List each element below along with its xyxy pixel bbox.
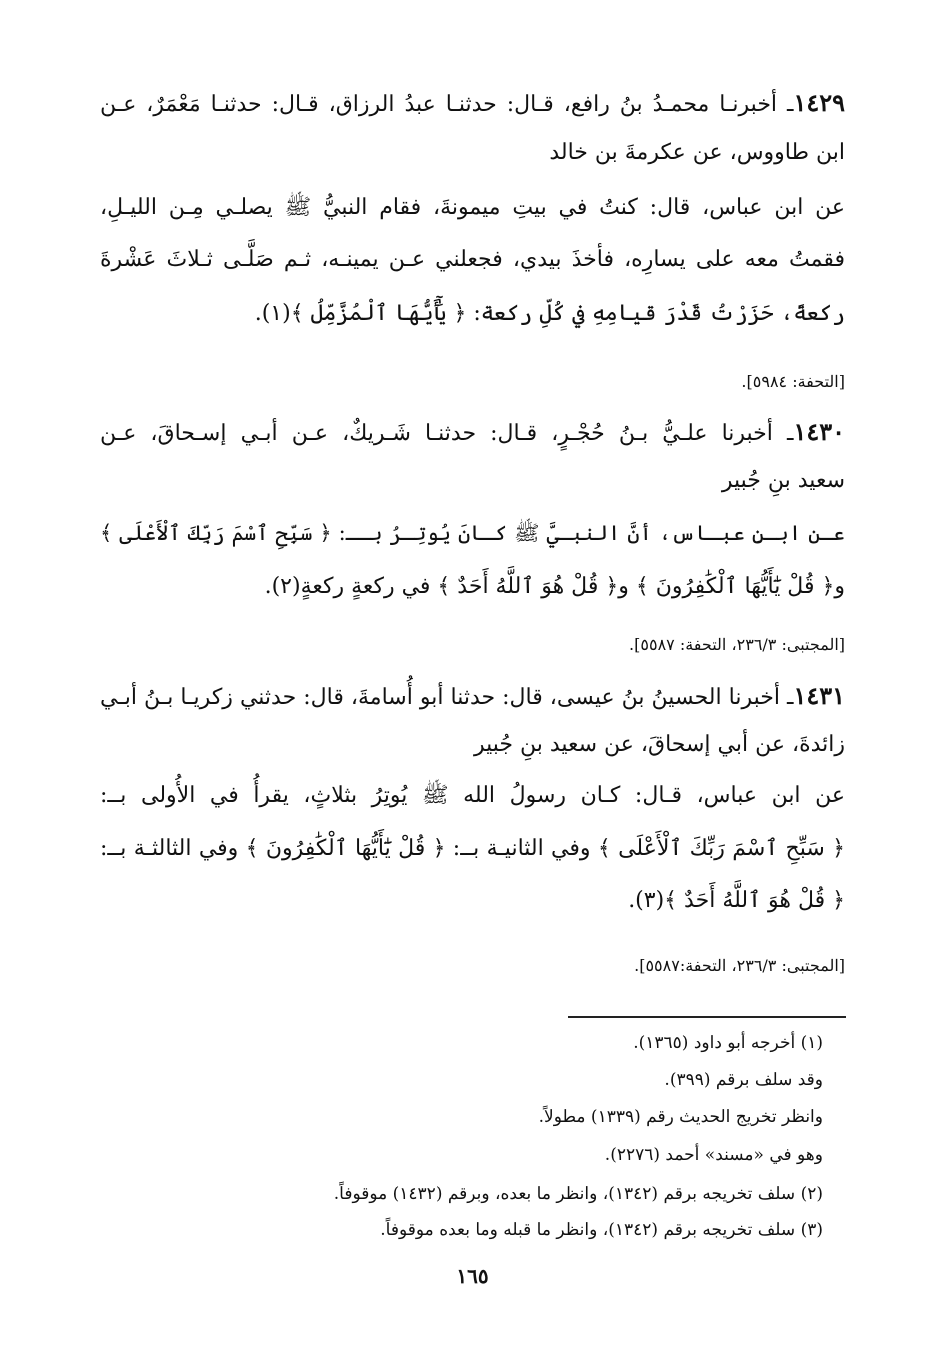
hadith-number: ١٤٣٠: [793, 417, 845, 446]
isnad-text: ـ أخبرنا علـيُّ بـنُ حُجْـرٍ، قـال: حدثنـا شَـريكٌ، عـن أبـي إسـحاقَ، عـن: [100, 421, 794, 446]
hadith-1431-matn-line-2: ﴿ سَبِّحِ ٱسْمَ رَبِّكَ ٱلْأَعْلَى ﴾ وفي الثانيـة بــ: ﴿ قُلْ يَٰٓأَيُّهَا ٱلْكَٰفِرُونَ ﴾ وفي الثالثـة بــ:: [100, 836, 845, 861]
isnad-text: ـ أخبرنـا محمـدُ بنُ رافع، قـال: حدثنـا عبدُ الرزاق، قـال: حدثنـا مَعْمَرٌ، عـن: [100, 92, 794, 117]
footnote-line: (٣) سلف تخريجه برقم (١٣٤٢)، وانظر ما قبله وما بعده موقوفاً.: [380, 1220, 823, 1240]
hadith-1429-matn-line-3: ركعةً، حَزَرْتُ قَدْرَ قيامِهِ في كُلِّ ركعة: ﴿ يَٰٓأَيُّهَا ٱلْمُزَّمِّلُ ﴾(١).: [254, 301, 845, 326]
hadith-1430-matn-line-1: عـن ابـنِ عبـاس، أنَّ النبـيَّ ﷺ كـانَ يُوتِـرُ بــ: ﴿ سَبِّحِ ٱسْمَ رَبِّكَ ٱلْأَعْلَى ﴾: [100, 521, 845, 545]
hadith-number: ١٤٢٩: [793, 88, 845, 117]
footnote-line: وانظر تخريج الحديث رقم (١٣٣٩) مطولاً.: [538, 1107, 823, 1127]
footnote-line: (١) أخرجه أبو داود (١٣٦٥).: [633, 1033, 823, 1053]
hadith-1430-reference: [المجتبى: ٢٣٦/٣، التحفة: ٥٥٨٧].: [629, 635, 845, 654]
page-number: ١٦٥: [456, 1264, 489, 1288]
hadith-1431-matn-line-1: عن ابن عباس، قـال: كـان رسولُ الله ﷺ يُوتِرُ بثلاثٍ، يقرأُ في الأُولى بــ:: [100, 783, 845, 808]
hadith-1429-isnad-line-2: ابن طاووس، عن عكرمةَ بن خالد: [549, 140, 845, 165]
footnote-line: (٢) سلف تخريجه برقم (١٣٤٢)، وانظر ما بعده، وبرقم (١٤٣٢) موقوفاً.: [333, 1184, 823, 1204]
footnote-separator: [568, 1016, 846, 1018]
hadith-1429-matn-line-2: فقمتُ معه على يسارِه، فأخذَ بيدي، فجعلني عـن يمينـه، ثـم صَلَّـى ثـلاثَ عَشْرةَ: [100, 247, 845, 272]
footnote-line: وقد سلف برقم (٣٩٩).: [664, 1070, 823, 1090]
hadith-1430-matn-line-2: و﴿ قُلْ يَٰٓأَيُّهَا ٱلْكَٰفِرُونَ ﴾ و﴿ قُلْ هُوَ ٱللَّهُ أَحَدٌ ﴾ في ركعةٍ ركعةٍ(٢).: [264, 574, 845, 599]
hadith-1430-isnad-line-1: [100, 412, 845, 454]
hadith-number: ١٤٣١: [793, 681, 845, 710]
hadith-1429-reference: [التحفة: ٥٩٨٤].: [741, 372, 845, 391]
isnad-text: ـ أخبرنا الحسينُ بنُ عيسى، قال: حدثنا أبو أُسامةَ، قال: حدثني زكريـا بـنُ أبـي: [100, 685, 794, 710]
hadith-1431-isnad-line-1: [100, 676, 845, 718]
hadith-1431-isnad-line-2: زائدةَ، عن أبي إسحاقَ، عن سعيد بنِ جُبير: [473, 732, 845, 757]
hadith-1430-isnad-line-2: سعيد بنِ جُبير: [721, 468, 845, 493]
hadith-1429-isnad-line-1: [100, 83, 845, 125]
hadith-1429-matn-line-1: عن ابن عباس، قال: كنتُ في بيتِ ميمونةَ، فقام النبيُّ ﷺ يصلـي مِـن الليـلِ،: [100, 195, 845, 220]
footnote-line: وهو في «مسند» أحمد (٢٢٧٦).: [604, 1145, 823, 1165]
hadith-1431-matn-line-3: ﴿ قُلْ هُوَ ٱللَّهُ أَحَدٌ ﴾(٣).: [628, 888, 845, 913]
hadith-1431-reference: [المجتبى: ٢٣٦/٣، التحفة:٥٥٨٧].: [634, 956, 845, 975]
